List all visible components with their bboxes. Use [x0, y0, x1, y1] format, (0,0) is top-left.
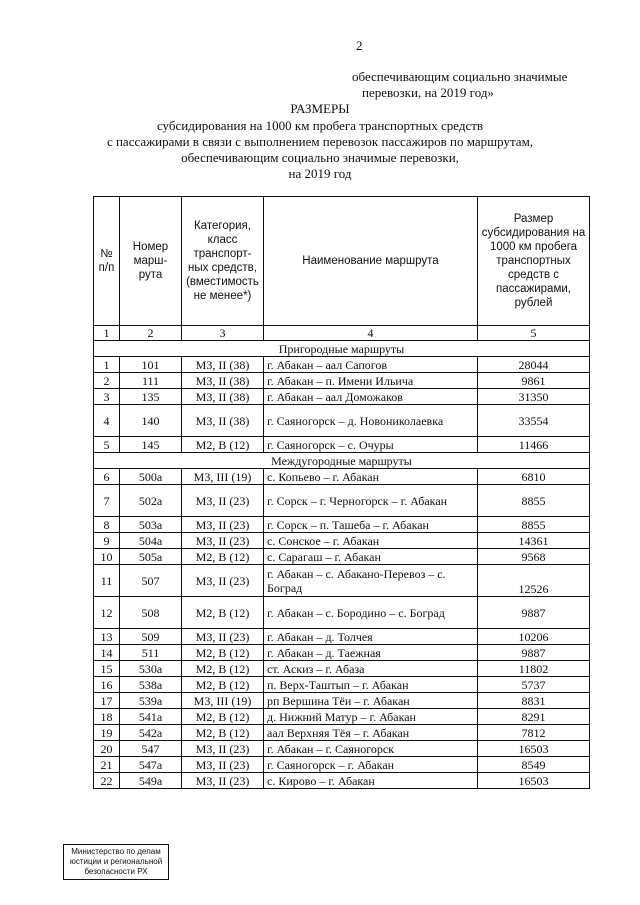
doc-title-line-2: с пассажирами в связи с выполнением перевозок пассажиров по маршрутам,: [106, 134, 534, 149]
route-number-cell: 505а: [120, 549, 182, 565]
row-number-cell: 4: [94, 405, 120, 437]
route-number-cell: 539а: [120, 693, 182, 709]
row-number-cell: 16: [94, 677, 120, 693]
route-number-cell: 542а: [120, 725, 182, 741]
table-row: [94, 757, 590, 773]
route-name-cell: д. Нижний Матур – г. Абакан: [264, 709, 478, 725]
route-name-cell: г. Саяногорск – г. Абакан: [264, 757, 478, 773]
table-row: [94, 485, 590, 517]
amount-cell: 8855: [478, 485, 590, 517]
amount-cell: 28044: [478, 357, 590, 373]
table-row: [94, 405, 590, 437]
route-name-cell: г. Сорск – п. Ташеба – г. Абакан: [264, 517, 478, 533]
amount-cell: 9861: [478, 373, 590, 389]
header-continuation-line-1: обеспечивающим социально значимые: [352, 69, 568, 84]
route-number-cell: 547а: [120, 757, 182, 773]
table-row: [94, 709, 590, 725]
route-name-cell: ст. Аскиз – г. Абаза: [264, 661, 478, 677]
col-header-category: Категория, класс транспорт-ных средств, (вместимость не менее*): [182, 197, 264, 326]
amount-cell: 9887: [478, 597, 590, 629]
col-header-amount: Размер субсидирования на 1000 км пробега транспортных средств с пассажирами, рублей: [478, 197, 590, 326]
route-number-cell: 140: [120, 405, 182, 437]
row-number-cell: 1: [94, 357, 120, 373]
table-row: [94, 389, 590, 405]
route-number-cell: 101: [120, 357, 182, 373]
route-name-cell: рп Вершина Тёи – г. Абакан: [264, 693, 478, 709]
table-row: [94, 533, 590, 549]
table-row: [94, 549, 590, 565]
route-number-cell: 502а: [120, 485, 182, 517]
stamp-line: безопасности РХ: [84, 867, 148, 876]
row-number-cell: 18: [94, 709, 120, 725]
category-cell: М2, В (12): [182, 725, 264, 741]
category-cell: М2, В (12): [182, 437, 264, 453]
table-row: [94, 693, 590, 709]
doc-title-line-3: обеспечивающим социально значимые перевозки,: [181, 150, 459, 165]
row-number-cell: 8: [94, 517, 120, 533]
amount-cell: 7812: [478, 725, 590, 741]
route-number-cell: 507: [120, 565, 182, 597]
route-number-cell: 111: [120, 373, 182, 389]
category-cell: М3, II (23): [182, 629, 264, 645]
page-number: 2: [356, 38, 363, 53]
category-cell: М3, III (19): [182, 469, 264, 485]
route-name-cell: г. Абакан – аал Доможаков: [264, 389, 478, 405]
row-number-cell: 3: [94, 389, 120, 405]
stamp-line: Министерство по делам: [71, 847, 161, 856]
table-row: [94, 437, 590, 453]
route-number-cell: 135: [120, 389, 182, 405]
route-number-cell: 549а: [120, 773, 182, 789]
row-number-cell: 6: [94, 469, 120, 485]
category-cell: М3, II (38): [182, 373, 264, 389]
col-number-cell: 3: [182, 326, 264, 341]
table-row: [94, 469, 590, 485]
amount-cell: 6810: [478, 469, 590, 485]
category-cell: М3, II (23): [182, 741, 264, 757]
route-number-cell: 504а: [120, 533, 182, 549]
table-row: [94, 597, 590, 629]
category-cell: М3, II (38): [182, 405, 264, 437]
route-number-cell: 145: [120, 437, 182, 453]
category-cell: М2, В (12): [182, 597, 264, 629]
stamp-line: юстиции и региональной: [69, 857, 163, 866]
col-number-cell: 2: [120, 326, 182, 341]
doc-title-line-1: субсидирования на 1000 км пробега транспортных средств: [156, 118, 484, 133]
row-number-cell: 20: [94, 741, 120, 757]
amount-cell: 10206: [478, 629, 590, 645]
route-number-cell: 530а: [120, 661, 182, 677]
amount-cell: 11802: [478, 661, 590, 677]
amount-cell: 14361: [478, 533, 590, 549]
section-title: Пригородные маршруты: [94, 341, 590, 357]
route-number-cell: 541а: [120, 709, 182, 725]
section-row: [94, 341, 590, 357]
category-cell: М3, II (38): [182, 357, 264, 373]
table-row: [94, 661, 590, 677]
category-cell: М2, В (12): [182, 661, 264, 677]
category-cell: М3, II (23): [182, 565, 264, 597]
amount-cell: 9887: [478, 645, 590, 661]
route-number-cell: 500а: [120, 469, 182, 485]
row-number-cell: 17: [94, 693, 120, 709]
route-name-cell: с. Кирово – г. Абакан: [264, 773, 478, 789]
route-name-cell: с. Сонское – г. Абакан: [264, 533, 478, 549]
route-name-cell: г. Абакан – с. Бородино – с. Боград: [264, 597, 478, 629]
ministry-stamp: [63, 844, 169, 880]
table-row: [94, 565, 590, 597]
category-cell: М3, II (23): [182, 773, 264, 789]
route-name-cell: г. Абакан – д. Толчея: [264, 629, 478, 645]
row-number-cell: 5: [94, 437, 120, 453]
table-row: [94, 517, 590, 533]
category-cell: М3, II (23): [182, 757, 264, 773]
route-number-cell: 509: [120, 629, 182, 645]
category-cell: М3, II (23): [182, 533, 264, 549]
category-cell: М2, В (12): [182, 709, 264, 725]
category-cell: М2, В (12): [182, 549, 264, 565]
route-name-cell: г. Абакан – с. Абакано-Перевоз – с. Боград: [264, 565, 478, 597]
route-name-cell: г. Саяногорск – с. Очуры: [264, 437, 478, 453]
row-number-cell: 12: [94, 597, 120, 629]
table-row: [94, 357, 590, 373]
table-row: [94, 725, 590, 741]
route-number-cell: 511: [120, 645, 182, 661]
route-name-cell: п. Верх-Таштып – г. Абакан: [264, 677, 478, 693]
row-number-cell: 10: [94, 549, 120, 565]
route-name-cell: с. Копьево – г. Абакан: [264, 469, 478, 485]
route-number-cell: 503а: [120, 517, 182, 533]
route-name-cell: г. Абакан – п. Имени Ильича: [264, 373, 478, 389]
route-name-cell: г. Абакан – аал Сапогов: [264, 357, 478, 373]
header-continuation-line-2: перевозки, на 2019 год»: [362, 85, 494, 100]
col-header-number: № п/п: [94, 197, 120, 326]
amount-cell: 31350: [478, 389, 590, 405]
doc-heading: РАЗМЕРЫ: [290, 101, 350, 116]
row-number-cell: 21: [94, 757, 120, 773]
row-number-cell: 13: [94, 629, 120, 645]
subsidy-table: [93, 196, 590, 789]
amount-cell: 16503: [478, 741, 590, 757]
route-name-cell: аал Верхняя Тёя – г. Абакан: [264, 725, 478, 741]
col-header-route-name: Наименование маршрута: [264, 197, 478, 326]
category-cell: М3, II (38): [182, 389, 264, 405]
amount-cell: 11466: [478, 437, 590, 453]
table-row: [94, 677, 590, 693]
table-row: [94, 773, 590, 789]
row-number-cell: 9: [94, 533, 120, 549]
table-row: [94, 645, 590, 661]
route-number-cell: 508: [120, 597, 182, 629]
table-row: [94, 629, 590, 645]
category-cell: М3, II (23): [182, 517, 264, 533]
route-number-cell: 538а: [120, 677, 182, 693]
row-number-cell: 15: [94, 661, 120, 677]
route-number-cell: 547: [120, 741, 182, 757]
amount-cell: 16503: [478, 773, 590, 789]
route-name-cell: г. Абакан – д. Таежная: [264, 645, 478, 661]
amount-cell: 9568: [478, 549, 590, 565]
route-name-cell: г. Саяногорск – д. Новониколаевка: [264, 405, 478, 437]
table-row: [94, 373, 590, 389]
row-number-cell: 22: [94, 773, 120, 789]
col-number-cell: 1: [94, 326, 120, 341]
amount-cell: 5737: [478, 677, 590, 693]
category-cell: М2, В (12): [182, 645, 264, 661]
amount-cell: 12526: [478, 565, 590, 597]
amount-cell: 33554: [478, 405, 590, 437]
category-cell: М2, В (12): [182, 677, 264, 693]
amount-cell: 8855: [478, 517, 590, 533]
row-number-cell: 14: [94, 645, 120, 661]
section-title: Междугородные маршруты: [94, 453, 590, 469]
row-number-cell: 11: [94, 565, 120, 597]
category-cell: М3, II (23): [182, 485, 264, 517]
row-number-cell: 7: [94, 485, 120, 517]
row-number-cell: 2: [94, 373, 120, 389]
col-number-cell: 5: [478, 326, 590, 341]
amount-cell: 8549: [478, 757, 590, 773]
row-number-cell: 19: [94, 725, 120, 741]
route-name-cell: г. Сорск – г. Черногорск – г. Абакан: [264, 485, 478, 517]
category-cell: М3, III (19): [182, 693, 264, 709]
amount-cell: 8291: [478, 709, 590, 725]
route-name-cell: г. Абакан – г. Саяногорск: [264, 741, 478, 757]
col-header-route: Номер марш-рута: [120, 197, 182, 326]
table-row: [94, 741, 590, 757]
section-row: [94, 453, 590, 469]
route-name-cell: с. Сарагаш – г. Абакан: [264, 549, 478, 565]
col-number-cell: 4: [264, 326, 478, 341]
doc-title-line-4: на 2019 год: [288, 166, 352, 181]
amount-cell: 8831: [478, 693, 590, 709]
